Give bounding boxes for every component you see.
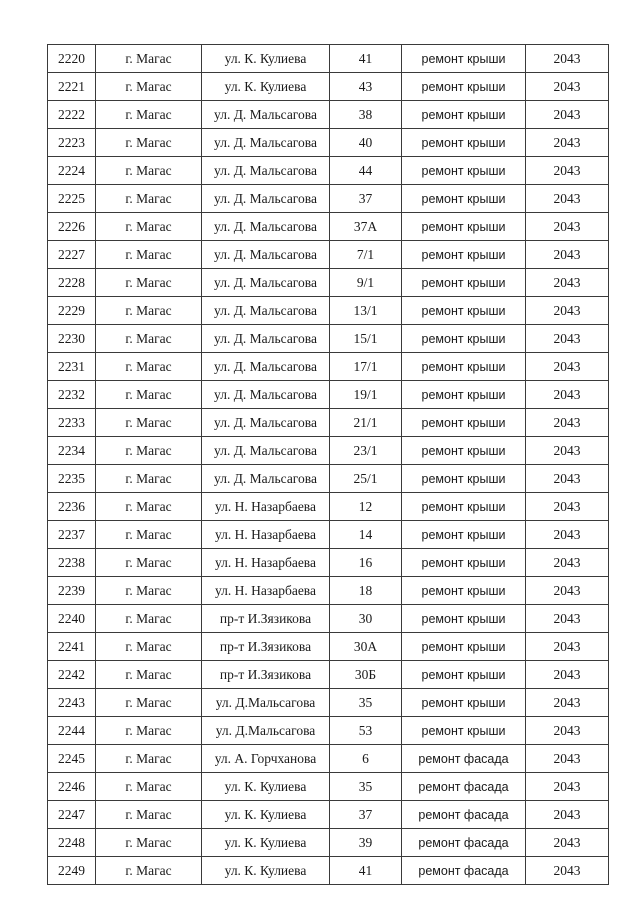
work-type-cell: ремонт крыши xyxy=(402,297,526,325)
city-cell: г. Магас xyxy=(96,269,202,297)
city-cell: г. Магас xyxy=(96,689,202,717)
street-cell: пр-т И.Зязикова xyxy=(202,633,330,661)
row-number-cell: 2243 xyxy=(48,689,96,717)
year-cell: 2043 xyxy=(526,185,609,213)
city-cell: г. Магас xyxy=(96,717,202,745)
house-number-cell: 14 xyxy=(330,521,402,549)
row-number-cell: 2229 xyxy=(48,297,96,325)
row-number-cell: 2238 xyxy=(48,549,96,577)
table-row xyxy=(48,493,609,521)
city-cell: г. Магас xyxy=(96,829,202,857)
year-cell: 2043 xyxy=(526,717,609,745)
city-cell: г. Магас xyxy=(96,549,202,577)
house-number-cell: 53 xyxy=(330,717,402,745)
city-cell: г. Магас xyxy=(96,129,202,157)
table-row xyxy=(48,577,609,605)
city-cell: г. Магас xyxy=(96,661,202,689)
house-number-cell: 44 xyxy=(330,157,402,185)
row-number-cell: 2222 xyxy=(48,101,96,129)
work-type-cell: ремонт фасада xyxy=(402,745,526,773)
house-number-cell: 38 xyxy=(330,101,402,129)
row-number-cell: 2226 xyxy=(48,213,96,241)
city-cell: г. Магас xyxy=(96,437,202,465)
row-number-cell: 2249 xyxy=(48,857,96,885)
house-number-cell: 30Б xyxy=(330,661,402,689)
work-type-cell: ремонт крыши xyxy=(402,549,526,577)
row-number-cell: 2221 xyxy=(48,73,96,101)
street-cell: ул. Н. Назарбаева xyxy=(202,577,330,605)
house-number-cell: 21/1 xyxy=(330,409,402,437)
city-cell: г. Магас xyxy=(96,409,202,437)
street-cell: ул. Д. Мальсагова xyxy=(202,437,330,465)
street-cell: ул. К. Кулиева xyxy=(202,801,330,829)
street-cell: ул. Д. Мальсагова xyxy=(202,241,330,269)
street-cell: ул. Н. Назарбаева xyxy=(202,549,330,577)
year-cell: 2043 xyxy=(526,549,609,577)
table-row xyxy=(48,157,609,185)
table-row xyxy=(48,129,609,157)
street-cell: пр-т И.Зязикова xyxy=(202,661,330,689)
street-cell: ул. Д. Мальсагова xyxy=(202,465,330,493)
house-number-cell: 35 xyxy=(330,773,402,801)
year-cell: 2043 xyxy=(526,45,609,73)
row-number-cell: 2232 xyxy=(48,381,96,409)
year-cell: 2043 xyxy=(526,745,609,773)
work-type-cell: ремонт крыши xyxy=(402,493,526,521)
year-cell: 2043 xyxy=(526,661,609,689)
city-cell: г. Магас xyxy=(96,241,202,269)
table-row xyxy=(48,745,609,773)
year-cell: 2043 xyxy=(526,829,609,857)
work-type-cell: ремонт крыши xyxy=(402,409,526,437)
row-number-cell: 2228 xyxy=(48,269,96,297)
row-number-cell: 2231 xyxy=(48,353,96,381)
work-type-cell: ремонт крыши xyxy=(402,381,526,409)
work-type-cell: ремонт фасада xyxy=(402,773,526,801)
row-number-cell: 2245 xyxy=(48,745,96,773)
year-cell: 2043 xyxy=(526,521,609,549)
year-cell: 2043 xyxy=(526,801,609,829)
table-row xyxy=(48,773,609,801)
table-row xyxy=(48,717,609,745)
work-type-cell: ремонт крыши xyxy=(402,437,526,465)
table-row xyxy=(48,185,609,213)
work-type-cell: ремонт крыши xyxy=(402,213,526,241)
city-cell: г. Магас xyxy=(96,857,202,885)
year-cell: 2043 xyxy=(526,101,609,129)
street-cell: ул. К. Кулиева xyxy=(202,857,330,885)
house-number-cell: 16 xyxy=(330,549,402,577)
city-cell: г. Магас xyxy=(96,73,202,101)
table-row xyxy=(48,381,609,409)
street-cell: ул. К. Кулиева xyxy=(202,73,330,101)
year-cell: 2043 xyxy=(526,241,609,269)
table-row xyxy=(48,353,609,381)
work-type-cell: ремонт фасада xyxy=(402,801,526,829)
row-number-cell: 2230 xyxy=(48,325,96,353)
work-type-cell: ремонт крыши xyxy=(402,717,526,745)
table-row xyxy=(48,633,609,661)
city-cell: г. Магас xyxy=(96,605,202,633)
street-cell: ул. К. Кулиева xyxy=(202,773,330,801)
street-cell: ул. Д. Мальсагова xyxy=(202,185,330,213)
work-type-cell: ремонт крыши xyxy=(402,325,526,353)
year-cell: 2043 xyxy=(526,577,609,605)
city-cell: г. Магас xyxy=(96,633,202,661)
year-cell: 2043 xyxy=(526,465,609,493)
row-number-cell: 2224 xyxy=(48,157,96,185)
row-number-cell: 2248 xyxy=(48,829,96,857)
city-cell: г. Магас xyxy=(96,493,202,521)
row-number-cell: 2225 xyxy=(48,185,96,213)
city-cell: г. Магас xyxy=(96,45,202,73)
row-number-cell: 2242 xyxy=(48,661,96,689)
table-row xyxy=(48,241,609,269)
year-cell: 2043 xyxy=(526,689,609,717)
house-number-cell: 40 xyxy=(330,129,402,157)
city-cell: г. Магас xyxy=(96,325,202,353)
year-cell: 2043 xyxy=(526,269,609,297)
work-type-cell: ремонт крыши xyxy=(402,129,526,157)
city-cell: г. Магас xyxy=(96,521,202,549)
street-cell: ул. Н. Назарбаева xyxy=(202,493,330,521)
house-number-cell: 15/1 xyxy=(330,325,402,353)
house-number-cell: 30 xyxy=(330,605,402,633)
table-row xyxy=(48,437,609,465)
row-number-cell: 2236 xyxy=(48,493,96,521)
work-type-cell: ремонт крыши xyxy=(402,73,526,101)
work-type-cell: ремонт крыши xyxy=(402,465,526,493)
street-cell: ул. Д. Мальсагова xyxy=(202,381,330,409)
table-row xyxy=(48,101,609,129)
work-type-cell: ремонт крыши xyxy=(402,185,526,213)
year-cell: 2043 xyxy=(526,381,609,409)
year-cell: 2043 xyxy=(526,73,609,101)
table-row xyxy=(48,73,609,101)
street-cell: ул. Д. Мальсагова xyxy=(202,101,330,129)
house-number-cell: 30А xyxy=(330,633,402,661)
street-cell: ул. Д.Мальсагова xyxy=(202,689,330,717)
street-cell: ул. Н. Назарбаева xyxy=(202,521,330,549)
row-number-cell: 2227 xyxy=(48,241,96,269)
work-type-cell: ремонт крыши xyxy=(402,661,526,689)
city-cell: г. Магас xyxy=(96,297,202,325)
row-number-cell: 2244 xyxy=(48,717,96,745)
city-cell: г. Магас xyxy=(96,101,202,129)
house-number-cell: 41 xyxy=(330,45,402,73)
street-cell: пр-т И.Зязикова xyxy=(202,605,330,633)
work-type-cell: ремонт крыши xyxy=(402,689,526,717)
table-row xyxy=(48,829,609,857)
work-type-cell: ремонт крыши xyxy=(402,633,526,661)
work-type-cell: ремонт фасада xyxy=(402,857,526,885)
table-body xyxy=(48,45,609,885)
table-row xyxy=(48,213,609,241)
city-cell: г. Магас xyxy=(96,465,202,493)
work-type-cell: ремонт крыши xyxy=(402,157,526,185)
street-cell: ул. Д. Мальсагова xyxy=(202,297,330,325)
year-cell: 2043 xyxy=(526,633,609,661)
row-number-cell: 2247 xyxy=(48,801,96,829)
city-cell: г. Магас xyxy=(96,185,202,213)
year-cell: 2043 xyxy=(526,353,609,381)
street-cell: ул. К. Кулиева xyxy=(202,45,330,73)
house-number-cell: 23/1 xyxy=(330,437,402,465)
table-row xyxy=(48,325,609,353)
year-cell: 2043 xyxy=(526,409,609,437)
house-number-cell: 37А xyxy=(330,213,402,241)
year-cell: 2043 xyxy=(526,129,609,157)
year-cell: 2043 xyxy=(526,857,609,885)
row-number-cell: 2237 xyxy=(48,521,96,549)
year-cell: 2043 xyxy=(526,437,609,465)
house-number-cell: 37 xyxy=(330,801,402,829)
street-cell: ул. Д. Мальсагова xyxy=(202,409,330,437)
street-cell: ул. Д. Мальсагова xyxy=(202,353,330,381)
work-type-cell: ремонт крыши xyxy=(402,269,526,297)
street-cell: ул. А. Горчханова xyxy=(202,745,330,773)
row-number-cell: 2220 xyxy=(48,45,96,73)
table-row xyxy=(48,409,609,437)
row-number-cell: 2223 xyxy=(48,129,96,157)
row-number-cell: 2246 xyxy=(48,773,96,801)
house-number-cell: 18 xyxy=(330,577,402,605)
row-number-cell: 2234 xyxy=(48,437,96,465)
work-type-cell: ремонт крыши xyxy=(402,45,526,73)
house-number-cell: 7/1 xyxy=(330,241,402,269)
year-cell: 2043 xyxy=(526,157,609,185)
house-number-cell: 17/1 xyxy=(330,353,402,381)
row-number-cell: 2235 xyxy=(48,465,96,493)
table-row xyxy=(48,45,609,73)
year-cell: 2043 xyxy=(526,213,609,241)
table-row xyxy=(48,857,609,885)
table-row xyxy=(48,689,609,717)
city-cell: г. Магас xyxy=(96,381,202,409)
work-type-cell: ремонт крыши xyxy=(402,241,526,269)
house-number-cell: 9/1 xyxy=(330,269,402,297)
table-row xyxy=(48,801,609,829)
street-cell: ул. Д. Мальсагова xyxy=(202,213,330,241)
year-cell: 2043 xyxy=(526,325,609,353)
house-number-cell: 6 xyxy=(330,745,402,773)
house-number-cell: 39 xyxy=(330,829,402,857)
house-number-cell: 19/1 xyxy=(330,381,402,409)
city-cell: г. Магас xyxy=(96,353,202,381)
table-row xyxy=(48,549,609,577)
house-number-cell: 25/1 xyxy=(330,465,402,493)
city-cell: г. Магас xyxy=(96,213,202,241)
street-cell: ул. Д. Мальсагова xyxy=(202,269,330,297)
house-number-cell: 35 xyxy=(330,689,402,717)
table-row xyxy=(48,465,609,493)
year-cell: 2043 xyxy=(526,493,609,521)
street-cell: ул. Д. Мальсагова xyxy=(202,157,330,185)
work-type-cell: ремонт фасада xyxy=(402,829,526,857)
table-row xyxy=(48,297,609,325)
city-cell: г. Магас xyxy=(96,801,202,829)
year-cell: 2043 xyxy=(526,297,609,325)
table-row xyxy=(48,521,609,549)
street-cell: ул. К. Кулиева xyxy=(202,829,330,857)
city-cell: г. Магас xyxy=(96,577,202,605)
table-row xyxy=(48,605,609,633)
city-cell: г. Магас xyxy=(96,157,202,185)
work-type-cell: ремонт крыши xyxy=(402,353,526,381)
year-cell: 2043 xyxy=(526,605,609,633)
city-cell: г. Магас xyxy=(96,745,202,773)
house-number-cell: 13/1 xyxy=(330,297,402,325)
work-type-cell: ремонт крыши xyxy=(402,605,526,633)
house-number-cell: 43 xyxy=(330,73,402,101)
street-cell: ул. Д. Мальсагова xyxy=(202,325,330,353)
row-number-cell: 2240 xyxy=(48,605,96,633)
row-number-cell: 2239 xyxy=(48,577,96,605)
street-cell: ул. Д.Мальсагова xyxy=(202,717,330,745)
table-row xyxy=(48,661,609,689)
street-cell: ул. Д. Мальсагова xyxy=(202,129,330,157)
work-type-cell: ремонт крыши xyxy=(402,101,526,129)
house-number-cell: 37 xyxy=(330,185,402,213)
city-cell: г. Магас xyxy=(96,773,202,801)
work-type-cell: ремонт крыши xyxy=(402,521,526,549)
housing-repair-table xyxy=(47,44,609,885)
row-number-cell: 2241 xyxy=(48,633,96,661)
row-number-cell: 2233 xyxy=(48,409,96,437)
work-type-cell: ремонт крыши xyxy=(402,577,526,605)
house-number-cell: 41 xyxy=(330,857,402,885)
year-cell: 2043 xyxy=(526,773,609,801)
house-number-cell: 12 xyxy=(330,493,402,521)
table-row xyxy=(48,269,609,297)
